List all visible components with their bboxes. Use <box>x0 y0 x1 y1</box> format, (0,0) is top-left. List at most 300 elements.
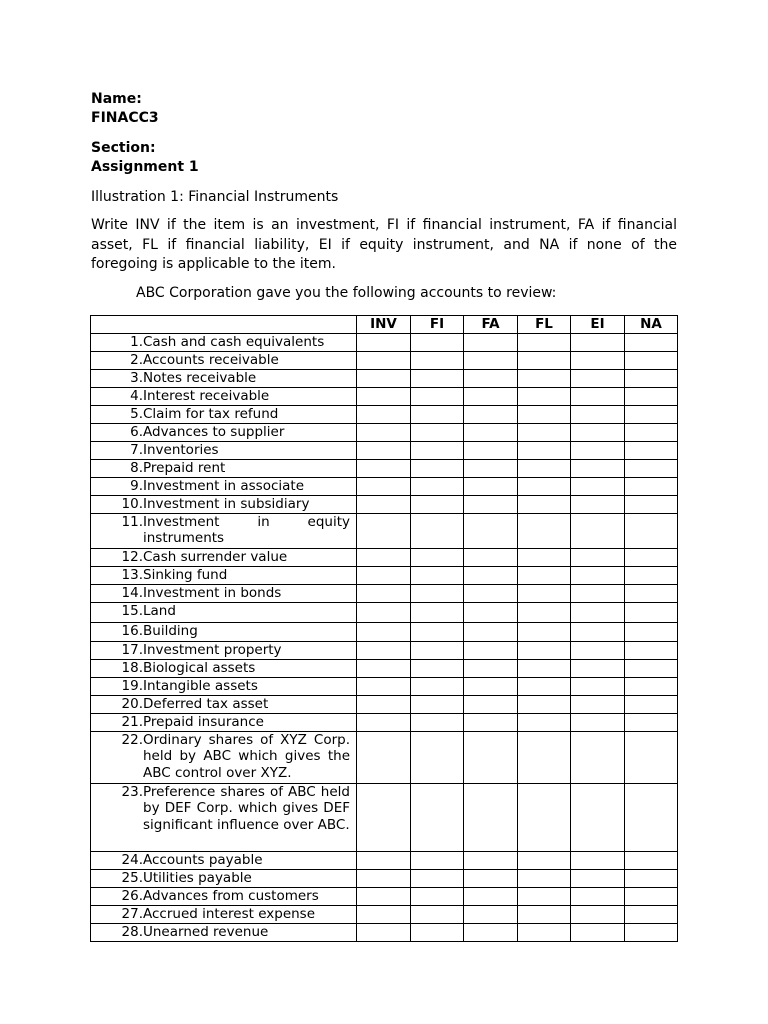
answer-cell-fa[interactable] <box>464 423 518 441</box>
item-number: 4. <box>130 387 143 404</box>
item-cell <box>91 405 357 423</box>
answer-cell-inv[interactable] <box>357 641 411 659</box>
item-label: Investment in equity instruments <box>143 513 350 546</box>
item-entry <box>91 603 356 620</box>
answer-cell-fa[interactable] <box>464 513 518 548</box>
column-header: FI <box>411 316 464 334</box>
header-section-block <box>91 139 677 177</box>
item-cell <box>91 622 357 641</box>
answer-cell-inv[interactable] <box>357 369 411 387</box>
answer-cell-ei[interactable] <box>571 783 625 851</box>
answer-cell-ei[interactable] <box>571 695 625 713</box>
answer-cell-na[interactable] <box>625 405 678 423</box>
answer-cell-inv[interactable] <box>357 423 411 441</box>
table-row <box>91 622 678 641</box>
answer-cell-ei[interactable] <box>571 333 625 351</box>
answer-cell-ei[interactable] <box>571 731 625 783</box>
answer-cell-fi[interactable] <box>411 387 464 405</box>
table-row <box>91 423 678 441</box>
table-row <box>91 495 678 513</box>
item-number: 18. <box>121 659 143 676</box>
answer-cell-inv[interactable] <box>357 441 411 459</box>
answer-cell-fl[interactable] <box>518 783 571 851</box>
item-number: 25. <box>121 869 143 886</box>
answer-cell-fa[interactable] <box>464 783 518 851</box>
answer-cell-fl[interactable] <box>518 495 571 513</box>
column-header: INV <box>357 316 411 334</box>
table-row <box>91 783 678 851</box>
item-label: Building <box>143 622 198 639</box>
table-row <box>91 851 678 869</box>
item-label: Biological assets <box>143 659 256 676</box>
answer-cell-fl[interactable] <box>518 405 571 423</box>
item-entry <box>91 784 356 834</box>
answer-cell-na[interactable] <box>625 351 678 369</box>
table-header-row <box>91 316 678 334</box>
answer-cell-fi[interactable] <box>411 869 464 887</box>
item-label: Cash surrender value <box>143 548 288 565</box>
item-cell <box>91 369 357 387</box>
item-entry <box>91 660 356 677</box>
answer-cell-fl[interactable] <box>518 731 571 783</box>
answer-cell-fi[interactable] <box>411 783 464 851</box>
answer-cell-na[interactable] <box>625 783 678 851</box>
item-label: Utilities payable <box>143 869 252 886</box>
answer-cell-ei[interactable] <box>571 851 625 869</box>
answer-cell-na[interactable] <box>625 548 678 566</box>
answer-cell-fi[interactable] <box>411 423 464 441</box>
item-cell <box>91 584 357 602</box>
answer-cell-ei[interactable] <box>571 405 625 423</box>
answer-cell-ei[interactable] <box>571 548 625 566</box>
item-entry <box>91 732 356 782</box>
answer-cell-na[interactable] <box>625 869 678 887</box>
item-entry <box>91 567 356 584</box>
answer-cell-fa[interactable] <box>464 495 518 513</box>
answer-cell-fi[interactable] <box>411 851 464 869</box>
item-number: 12. <box>121 548 143 565</box>
answer-cell-inv[interactable] <box>357 459 411 477</box>
answer-cell-na[interactable] <box>625 713 678 731</box>
answer-cell-fa[interactable] <box>464 441 518 459</box>
item-number: 15. <box>121 602 143 619</box>
answer-cell-na[interactable] <box>625 923 678 941</box>
answer-cell-na[interactable] <box>625 584 678 602</box>
item-entry <box>91 442 356 459</box>
answer-cell-fl[interactable] <box>518 441 571 459</box>
answer-cell-fl[interactable] <box>518 851 571 869</box>
answer-cell-na[interactable] <box>625 731 678 783</box>
item-label: Land <box>143 602 176 619</box>
answer-cell-ei[interactable] <box>571 513 625 548</box>
item-label: Interest receivable <box>143 387 270 404</box>
answer-cell-fi[interactable] <box>411 677 464 695</box>
item-cell <box>91 351 357 369</box>
answer-cell-fa[interactable] <box>464 602 518 622</box>
answer-cell-fa[interactable] <box>464 405 518 423</box>
course-code: FINACC3 <box>91 110 159 126</box>
item-number: 20. <box>121 695 143 712</box>
answer-cell-na[interactable] <box>625 459 678 477</box>
item-entry <box>91 334 356 351</box>
answer-cell-fa[interactable] <box>464 351 518 369</box>
answer-cell-fi[interactable] <box>411 695 464 713</box>
section-label: Section: <box>91 140 156 156</box>
item-label: Accounts payable <box>143 851 263 868</box>
table-row <box>91 548 678 566</box>
answer-cell-fl[interactable] <box>518 423 571 441</box>
answer-cell-na[interactable] <box>625 851 678 869</box>
answer-cell-na[interactable] <box>625 622 678 641</box>
column-header: FL <box>518 316 571 334</box>
item-label: Deferred tax asset <box>143 695 269 712</box>
item-label: Investment in bonds <box>143 584 282 601</box>
table-row <box>91 641 678 659</box>
answer-cell-inv[interactable] <box>357 905 411 923</box>
answer-cell-inv[interactable] <box>357 405 411 423</box>
item-label: Accounts receivable <box>143 351 279 368</box>
answer-cell-fa[interactable] <box>464 387 518 405</box>
answer-cell-na[interactable] <box>625 887 678 905</box>
answer-cell-fi[interactable] <box>411 548 464 566</box>
answer-cell-inv[interactable] <box>357 695 411 713</box>
answer-cell-ei[interactable] <box>571 677 625 695</box>
document-page <box>91 90 677 303</box>
answer-cell-na[interactable] <box>625 423 678 441</box>
answer-cell-ei[interactable] <box>571 584 625 602</box>
item-cell <box>91 923 357 941</box>
answer-cell-na[interactable] <box>625 387 678 405</box>
answer-cell-na[interactable] <box>625 677 678 695</box>
answer-cell-fl[interactable] <box>518 548 571 566</box>
answer-cell-fa[interactable] <box>464 713 518 731</box>
item-entry <box>91 714 356 731</box>
item-label: Unearned revenue <box>143 923 269 940</box>
answer-cell-inv[interactable] <box>357 783 411 851</box>
answer-cell-ei[interactable] <box>571 602 625 622</box>
answer-cell-fl[interactable] <box>518 369 571 387</box>
item-entry <box>91 870 356 887</box>
answer-cell-fl[interactable] <box>518 659 571 677</box>
illustration-title: Illustration 1: Financial Instruments <box>91 189 339 205</box>
item-entry <box>91 642 356 659</box>
item-number: 24. <box>121 851 143 868</box>
item-cell <box>91 423 357 441</box>
answer-cell-inv[interactable] <box>357 548 411 566</box>
answer-cell-fl[interactable] <box>518 677 571 695</box>
answer-cell-inv[interactable] <box>357 387 411 405</box>
answer-cell-inv[interactable] <box>357 659 411 677</box>
answer-cell-inv[interactable] <box>357 923 411 941</box>
answer-cell-fi[interactable] <box>411 584 464 602</box>
answer-cell-fi[interactable] <box>411 333 464 351</box>
item-number: 2. <box>130 351 143 368</box>
item-number: 7. <box>130 441 143 458</box>
item-number: 13. <box>121 566 143 583</box>
answer-cell-ei[interactable] <box>571 923 625 941</box>
answer-cell-fl[interactable] <box>518 459 571 477</box>
item-label: Cash and cash equivalents <box>143 333 325 350</box>
answer-cell-ei[interactable] <box>571 869 625 887</box>
answer-cell-ei[interactable] <box>571 905 625 923</box>
answer-cell-inv[interactable] <box>357 333 411 351</box>
answer-cell-inv[interactable] <box>357 869 411 887</box>
item-label: Investment in subsidiary <box>143 495 310 512</box>
item-entry <box>91 352 356 369</box>
answer-cell-fa[interactable] <box>464 548 518 566</box>
answer-cell-na[interactable] <box>625 333 678 351</box>
item-cell <box>91 333 357 351</box>
answer-cell-inv[interactable] <box>357 622 411 641</box>
item-cell <box>91 713 357 731</box>
answer-cell-fi[interactable] <box>411 923 464 941</box>
answer-cell-fa[interactable] <box>464 641 518 659</box>
answer-cell-fa[interactable] <box>464 566 518 584</box>
answer-cell-ei[interactable] <box>571 459 625 477</box>
answer-cell-na[interactable] <box>625 477 678 495</box>
table-row <box>91 513 678 548</box>
answer-cell-ei[interactable] <box>571 369 625 387</box>
answer-cell-fa[interactable] <box>464 851 518 869</box>
item-entry <box>91 478 356 495</box>
answer-cell-fi[interactable] <box>411 513 464 548</box>
item-number: 6. <box>130 423 143 440</box>
answer-cell-fl[interactable] <box>518 477 571 495</box>
item-entry <box>91 888 356 905</box>
answer-cell-na[interactable] <box>625 695 678 713</box>
item-label: Claim for tax refund <box>143 405 279 422</box>
answer-cell-inv[interactable] <box>357 851 411 869</box>
table-row <box>91 369 678 387</box>
table-row <box>91 351 678 369</box>
assignment-title: Assignment 1 <box>91 159 199 175</box>
answer-cell-fl[interactable] <box>518 566 571 584</box>
answer-cell-fl[interactable] <box>518 713 571 731</box>
item-label: Notes receivable <box>143 369 257 386</box>
item-entry <box>91 496 356 513</box>
answer-cell-na[interactable] <box>625 441 678 459</box>
answer-cell-ei[interactable] <box>571 566 625 584</box>
table-row <box>91 387 678 405</box>
answer-cell-fa[interactable] <box>464 869 518 887</box>
table-row <box>91 441 678 459</box>
item-entry <box>91 906 356 923</box>
item-label: Intangible assets <box>143 677 258 694</box>
answer-cell-fi[interactable] <box>411 887 464 905</box>
item-cell <box>91 659 357 677</box>
answer-cell-fi[interactable] <box>411 441 464 459</box>
table-row <box>91 477 678 495</box>
item-number: 23. <box>121 783 143 800</box>
answer-cell-fi[interactable] <box>411 495 464 513</box>
answer-cell-fa[interactable] <box>464 659 518 677</box>
item-number: 16. <box>121 622 143 639</box>
answer-cell-na[interactable] <box>625 641 678 659</box>
item-cell <box>91 495 357 513</box>
table-row <box>91 566 678 584</box>
answer-cell-fl[interactable] <box>518 905 571 923</box>
answer-cell-fi[interactable] <box>411 477 464 495</box>
header-item-cell <box>91 316 357 334</box>
table-row <box>91 677 678 695</box>
answer-cell-fi[interactable] <box>411 369 464 387</box>
answer-cell-fl[interactable] <box>518 641 571 659</box>
answer-cell-fi[interactable] <box>411 713 464 731</box>
answer-cell-fa[interactable] <box>464 333 518 351</box>
answer-cell-fa[interactable] <box>464 622 518 641</box>
answer-cell-fi[interactable] <box>411 905 464 923</box>
answer-cell-na[interactable] <box>625 495 678 513</box>
answer-cell-na[interactable] <box>625 905 678 923</box>
item-cell <box>91 677 357 695</box>
item-label: Investment in associate <box>143 477 304 494</box>
table-row <box>91 869 678 887</box>
item-entry <box>91 406 356 423</box>
item-cell <box>91 513 357 548</box>
answer-cell-ei[interactable] <box>571 351 625 369</box>
answer-cell-fa[interactable] <box>464 887 518 905</box>
item-entry <box>91 424 356 441</box>
item-number: 26. <box>121 887 143 904</box>
item-number: 1. <box>130 333 143 350</box>
answer-cell-fa[interactable] <box>464 731 518 783</box>
table-row <box>91 887 678 905</box>
answer-cell-fi[interactable] <box>411 566 464 584</box>
item-entry <box>91 924 356 941</box>
instructions-paragraph: Write INV if the item is an investment, FI if financial instrument, FA if financial asset, FL if financial liability, EI if equity instrument, and NA if none of the foregoing is applicable to the item. <box>91 217 677 272</box>
answer-cell-fl[interactable] <box>518 695 571 713</box>
answer-cell-fl[interactable] <box>518 602 571 622</box>
answer-cell-inv[interactable] <box>357 731 411 783</box>
answer-cell-fa[interactable] <box>464 459 518 477</box>
answer-cell-fi[interactable] <box>411 622 464 641</box>
header-name-block <box>91 90 677 128</box>
answer-cell-fa[interactable] <box>464 695 518 713</box>
item-entry <box>91 514 356 547</box>
item-label: Ordinary shares of XYZ Corp. held by ABC which gives the ABC control over XYZ. <box>143 731 350 781</box>
answer-cell-na[interactable] <box>625 369 678 387</box>
item-cell <box>91 783 357 851</box>
answer-cell-inv[interactable] <box>357 351 411 369</box>
item-label: Advances to supplier <box>143 423 285 440</box>
answer-cell-na[interactable] <box>625 659 678 677</box>
answer-cell-inv[interactable] <box>357 602 411 622</box>
answer-cell-inv[interactable] <box>357 584 411 602</box>
table-row <box>91 659 678 677</box>
table-row <box>91 695 678 713</box>
answer-cell-inv[interactable] <box>357 677 411 695</box>
answer-cell-ei[interactable] <box>571 622 625 641</box>
classification-table <box>90 315 678 942</box>
column-header: NA <box>625 316 678 334</box>
answer-cell-fi[interactable] <box>411 405 464 423</box>
item-entry <box>91 852 356 869</box>
answer-cell-inv[interactable] <box>357 713 411 731</box>
intro-paragraph: ABC Corporation gave you the following accounts to review: <box>136 284 557 301</box>
item-entry <box>91 585 356 602</box>
item-label: Advances from customers <box>143 887 319 904</box>
table-row <box>91 923 678 941</box>
item-number: 5. <box>130 405 143 422</box>
answer-cell-inv[interactable] <box>357 513 411 548</box>
answer-cell-fl[interactable] <box>518 869 571 887</box>
item-number: 21. <box>121 713 143 730</box>
item-label: Sinking fund <box>143 566 228 583</box>
answer-cell-fi[interactable] <box>411 641 464 659</box>
table-row <box>91 905 678 923</box>
answer-cell-fl[interactable] <box>518 923 571 941</box>
answer-cell-na[interactable] <box>625 513 678 548</box>
item-entry <box>91 623 356 640</box>
answer-cell-fl[interactable] <box>518 387 571 405</box>
answer-cell-fi[interactable] <box>411 731 464 783</box>
answer-cell-ei[interactable] <box>571 495 625 513</box>
column-header: FA <box>464 316 518 334</box>
item-cell <box>91 602 357 622</box>
answer-cell-ei[interactable] <box>571 887 625 905</box>
column-header: EI <box>571 316 625 334</box>
answer-cell-fl[interactable] <box>518 584 571 602</box>
answer-cell-na[interactable] <box>625 566 678 584</box>
item-cell <box>91 441 357 459</box>
item-label: Prepaid insurance <box>143 713 264 730</box>
answer-cell-fa[interactable] <box>464 923 518 941</box>
answer-cell-inv[interactable] <box>357 887 411 905</box>
item-cell <box>91 851 357 869</box>
item-cell <box>91 548 357 566</box>
answer-cell-fi[interactable] <box>411 351 464 369</box>
answer-cell-fl[interactable] <box>518 513 571 548</box>
answer-cell-fa[interactable] <box>464 905 518 923</box>
item-cell <box>91 566 357 584</box>
answer-cell-ei[interactable] <box>571 441 625 459</box>
answer-cell-fa[interactable] <box>464 369 518 387</box>
answer-cell-fa[interactable] <box>464 584 518 602</box>
answer-cell-inv[interactable] <box>357 495 411 513</box>
item-cell <box>91 731 357 783</box>
answer-cell-fl[interactable] <box>518 351 571 369</box>
table-row <box>91 584 678 602</box>
item-number: 11. <box>121 513 143 530</box>
answer-cell-inv[interactable] <box>357 566 411 584</box>
item-number: 14. <box>121 584 143 601</box>
answer-cell-fi[interactable] <box>411 602 464 622</box>
item-number: 10. <box>121 495 143 512</box>
answer-cell-fi[interactable] <box>411 659 464 677</box>
answer-cell-fl[interactable] <box>518 887 571 905</box>
answer-cell-ei[interactable] <box>571 713 625 731</box>
answer-cell-ei[interactable] <box>571 423 625 441</box>
item-number: 27. <box>121 905 143 922</box>
answer-cell-fa[interactable] <box>464 677 518 695</box>
answer-cell-fi[interactable] <box>411 459 464 477</box>
answer-cell-ei[interactable] <box>571 477 625 495</box>
answer-cell-na[interactable] <box>625 602 678 622</box>
item-label: Inventories <box>143 441 219 458</box>
item-cell <box>91 887 357 905</box>
answer-cell-fl[interactable] <box>518 622 571 641</box>
answer-cell-ei[interactable] <box>571 641 625 659</box>
answer-cell-fa[interactable] <box>464 477 518 495</box>
item-cell <box>91 905 357 923</box>
item-number: 3. <box>130 369 143 386</box>
answer-cell-ei[interactable] <box>571 387 625 405</box>
answer-cell-inv[interactable] <box>357 477 411 495</box>
item-label: Preference shares of ABC held by DEF Corp. which gives DEF significant influence over ABC. <box>143 783 350 833</box>
answer-cell-ei[interactable] <box>571 659 625 677</box>
answer-cell-fl[interactable] <box>518 333 571 351</box>
item-label: Accrued interest expense <box>143 905 316 922</box>
